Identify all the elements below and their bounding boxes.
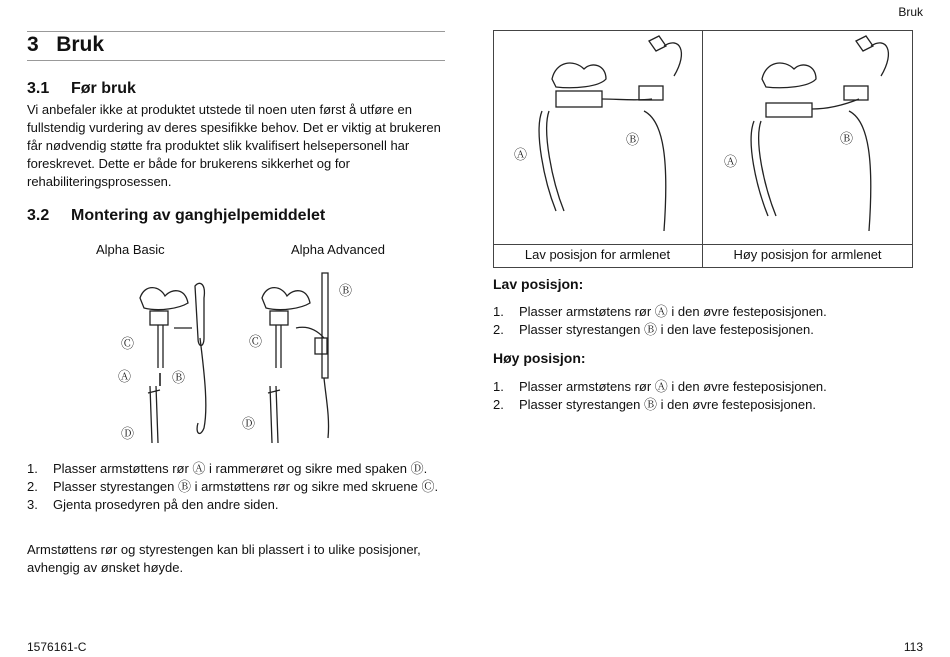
section-heading-3-2: 3.2 Montering av ganghjelpemiddelet	[27, 207, 326, 224]
marker-b-basic: Ⓑ	[172, 371, 186, 386]
list-item: 1. Plasser armstøtens rør Ⓐ i den øvre festeposisjonen.	[493, 379, 827, 394]
doc-number: 1576161-C	[27, 640, 87, 654]
marker-a-low: Ⓐ	[514, 148, 528, 163]
section-heading-3-1: 3.1 Før bruk	[27, 80, 136, 97]
positions-note: Armstøttens rør og styrestengen kan bli plassert i to ulike posisjoner, avhengig av ønsket høyde.	[27, 542, 421, 575]
figure-caption-alpha-basic: Alpha Basic	[96, 242, 165, 257]
section-3-1-text: Vi anbefaler ikke at produktet utstede til noen uten først å utføre en fullstendig vurdering av deres spesifikke behov. Det er viktig at brukeren får nødvendig støtte fra produktet slik kvalifisert helsepersonell har foreskrevet. Dette er både for brukerens sikkerhet og for rehabiliteringsprosessen.	[27, 102, 441, 189]
high-position-heading: Høy posisjon:	[493, 350, 586, 366]
chapter-title-text: Bruk	[56, 33, 105, 56]
alpha-basic-drawing	[140, 283, 206, 443]
high-position-steps	[493, 378, 913, 414]
caption-high-position: Høy posisjon for armlenet	[733, 247, 882, 262]
running-header: Bruk	[898, 5, 923, 19]
chapter-title	[27, 33, 104, 57]
list-item: 2. Plasser styrestangen Ⓑ i den øvre festeposisjonen.	[493, 397, 816, 412]
marker-b-advanced: Ⓑ	[339, 284, 353, 299]
list-item: 2. Plasser styrestangen Ⓑ i armstøttens rør og sikre med skruene Ⓒ.	[27, 479, 439, 494]
list-item: 1. Plasser armstøttens rør Ⓐ i rammerøret og sikre med spaken Ⓓ.	[27, 461, 428, 476]
positions-figure-caption-rule	[493, 244, 912, 245]
list-item: 3. Gjenta prosedyren på den andre siden.	[27, 497, 279, 512]
marker-c-advanced: Ⓒ	[249, 335, 263, 350]
alpha-advanced-drawing	[262, 273, 329, 443]
marker-d-basic: Ⓓ	[121, 427, 135, 442]
marker-a-high: Ⓐ	[724, 155, 738, 170]
page-number: 113	[903, 640, 923, 654]
low-position-heading: Lav posisjon:	[493, 276, 584, 292]
marker-d-advanced: Ⓓ	[242, 417, 256, 432]
marker-b-low: Ⓑ	[626, 133, 640, 148]
low-position-drawing	[539, 36, 681, 231]
chapter-number: 3	[27, 33, 39, 56]
chapter-rule-bottom	[27, 60, 445, 61]
low-position-steps	[493, 303, 913, 339]
chapter-rule-top	[27, 31, 445, 32]
list-item: 2. Plasser styrestangen Ⓑ i den lave festeposisjonen.	[493, 322, 814, 337]
caption-low-position: Lav posisjon for armlenet	[524, 247, 671, 262]
figure-caption-alpha-advanced: Alpha Advanced	[291, 242, 385, 257]
assembly-steps	[27, 460, 452, 514]
marker-b-high: Ⓑ	[840, 132, 854, 147]
marker-c-basic: Ⓒ	[121, 337, 135, 352]
marker-a-basic: Ⓐ	[118, 370, 132, 385]
list-item: 1. Plasser armstøtens rør Ⓐ i den øvre festeposisjonen.	[493, 304, 827, 319]
high-position-drawing	[751, 36, 888, 231]
